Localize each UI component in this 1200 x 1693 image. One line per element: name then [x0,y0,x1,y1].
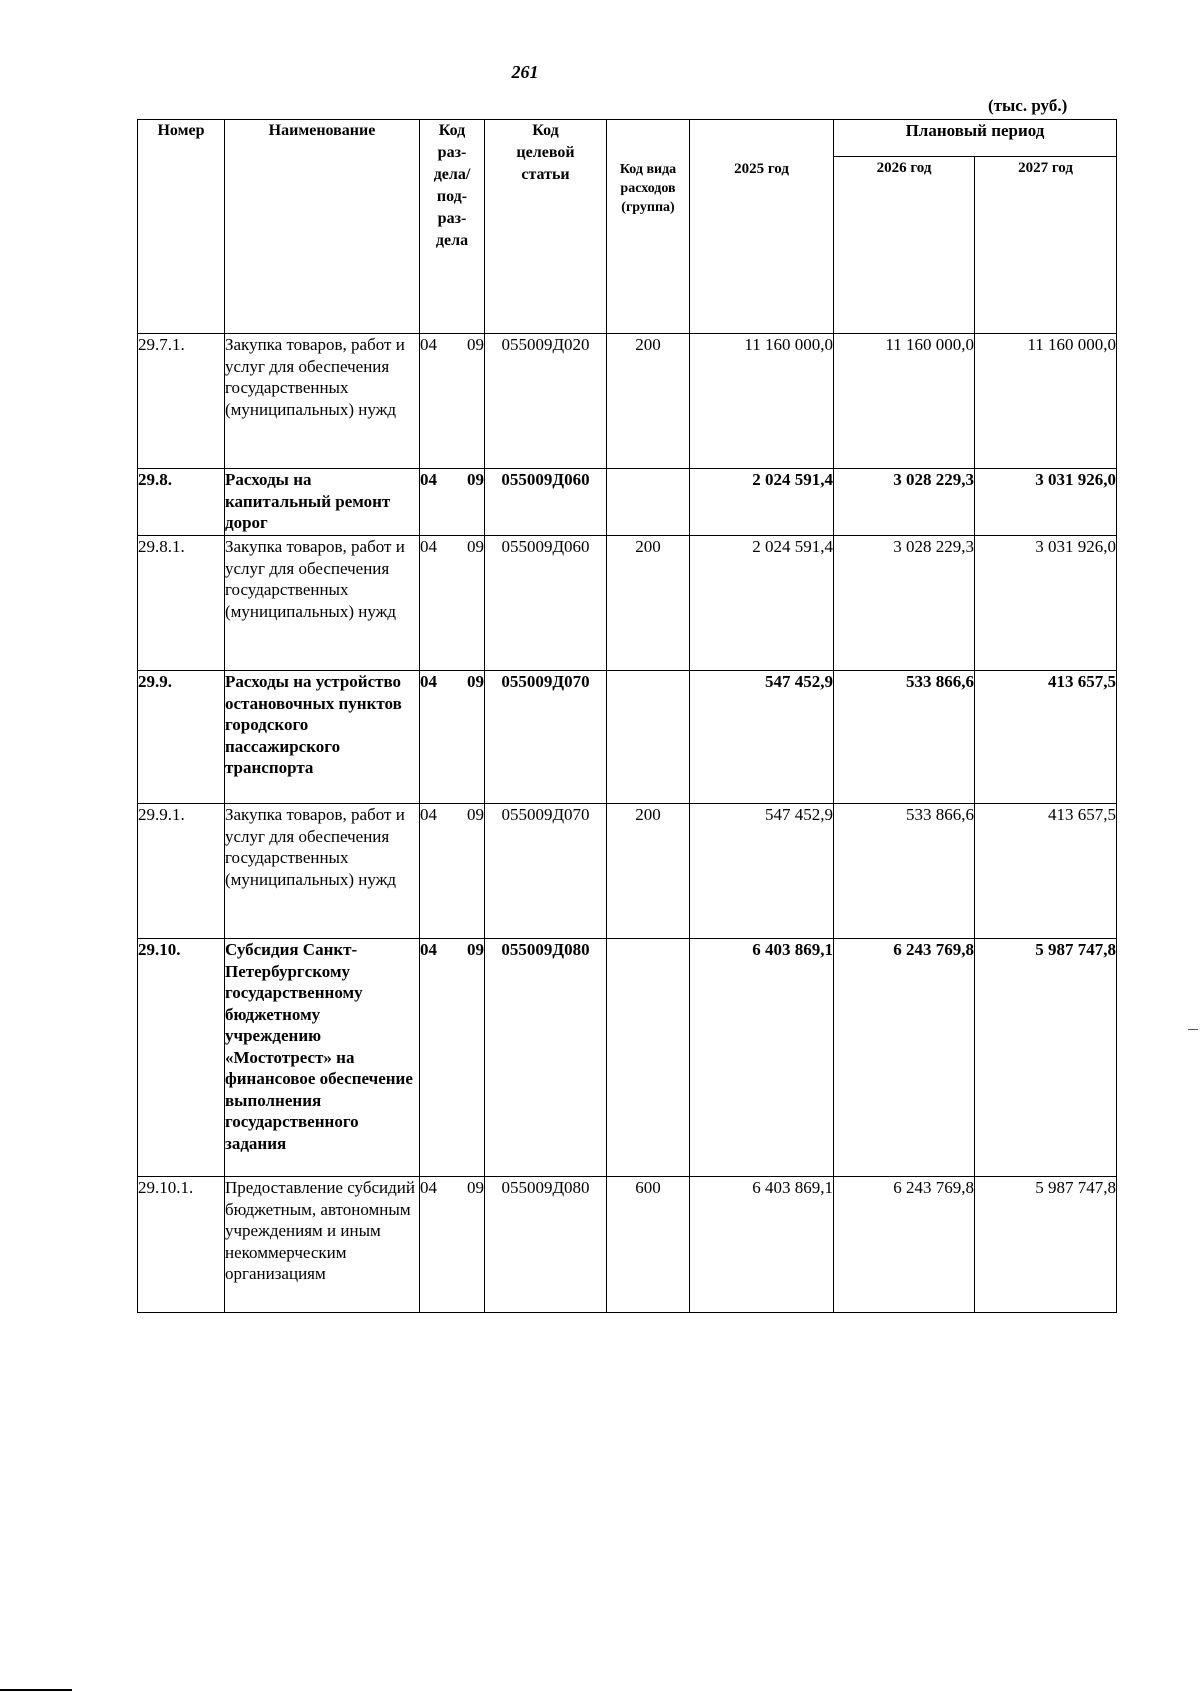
row-amount-2025: 11 160 000,0 [690,334,834,469]
row-kvr: 200 [607,334,690,469]
row-razdel-code: 04 [420,940,437,959]
row-amount-2027: 5 987 747,8 [975,1177,1117,1313]
row-podrazdel-code: 09 [467,805,484,824]
row-amount-2027: 413 657,5 [975,804,1117,939]
header-number: Номер [138,120,225,334]
header-target: Код целевой статьи [485,120,607,334]
row-kvr: 200 [607,804,690,939]
row-razdel [420,469,485,536]
row-number: 29.10.1. [138,1177,225,1313]
row-name: Расходы на капитальный ремонт дорог [225,469,420,536]
row-razdel [420,536,485,671]
table-row [138,536,1117,671]
row-razdel-code: 04 [420,470,437,489]
table-row [138,804,1117,939]
row-amount-2026: 533 866,6 [834,671,975,804]
row-amount-2025: 6 403 869,1 [690,939,834,1177]
row-name: Закупка товаров, работ и услуг для обеспечения государственных (муниципальных) нужд [225,536,420,671]
row-podrazdel-code: 09 [467,940,484,959]
row-target-code: 055009Д070 [485,804,607,939]
row-number: 29.10. [138,939,225,1177]
table-row [138,1177,1117,1313]
row-podrazdel-code: 09 [467,672,484,691]
row-target-code: 055009Д080 [485,939,607,1177]
row-amount-2027: 5 987 747,8 [975,939,1117,1177]
row-target-code: 055009Д020 [485,334,607,469]
table-row [138,939,1117,1177]
row-razdel [420,939,485,1177]
header-kvr: Код вида расходов (группа) [607,120,690,334]
row-number: 29.9. [138,671,225,804]
header-name: Наименование [225,120,420,334]
row-target-code: 055009Д060 [485,536,607,671]
row-kvr: 200 [607,536,690,671]
row-podrazdel-code: 09 [467,470,484,489]
table-body [138,334,1117,1313]
row-amount-2026: 6 243 769,8 [834,939,975,1177]
footer-rule [0,1689,72,1691]
table-row [138,469,1117,536]
row-amount-2025: 547 452,9 [690,671,834,804]
row-number: 29.8.1. [138,536,225,671]
row-amount-2026: 6 243 769,8 [834,1177,975,1313]
row-name: Закупка товаров, работ и услуг для обеспечения государственных (муниципальных) нужд [225,334,420,469]
row-amount-2027: 413 657,5 [975,671,1117,804]
row-number: 29.9.1. [138,804,225,939]
row-razdel [420,334,485,469]
row-amount-2026: 11 160 000,0 [834,334,975,469]
header-2026: 2026 год [834,157,975,334]
row-amount-2025: 547 452,9 [690,804,834,939]
row-amount-2027: 3 031 926,0 [975,469,1117,536]
row-name: Предоставление субсидий бюджетным, автономным учреждениям и иным некоммерческим организациям [225,1177,420,1313]
row-kvr [607,671,690,804]
row-razdel [420,1177,485,1313]
units-label: (тыс. руб.) [988,96,1068,115]
row-podrazdel-code: 09 [467,537,484,556]
row-amount-2025: 2 024 591,4 [690,536,834,671]
table-row [138,671,1117,804]
row-amount-2026: 533 866,6 [834,804,975,939]
margin-mark [1188,1029,1198,1030]
row-kvr [607,469,690,536]
row-kvr [607,939,690,1177]
row-razdel [420,804,485,939]
row-razdel-code: 04 [420,335,437,354]
row-razdel-code: 04 [420,805,437,824]
row-amount-2026: 3 028 229,3 [834,536,975,671]
header-2027: 2027 год [975,157,1117,334]
row-podrazdel-code: 09 [467,1178,484,1197]
row-name: Субсидия Санкт-Петербургскому государственному бюджетному учреждению «Мостотрест» на финансовое обеспечение выполнения государственного задания [225,939,420,1177]
row-kvr: 600 [607,1177,690,1313]
row-amount-2027: 3 031 926,0 [975,536,1117,671]
header-planned-period: Плановый период [834,120,1117,157]
row-number: 29.7.1. [138,334,225,469]
header-razdel: Код раз-дела/ под-раз-дела [420,120,485,334]
row-razdel-code: 04 [420,537,437,556]
row-razdel [420,671,485,804]
row-name: Закупка товаров, работ и услуг для обеспечения государственных (муниципальных) нужд [225,804,420,939]
row-amount-2025: 2 024 591,4 [690,469,834,536]
row-razdel-code: 04 [420,672,437,691]
header-2025: 2025 год [690,120,834,334]
row-target-code: 055009Д070 [485,671,607,804]
row-amount-2025: 6 403 869,1 [690,1177,834,1313]
row-target-code: 055009Д080 [485,1177,607,1313]
row-amount-2027: 11 160 000,0 [975,334,1117,469]
row-name: Расходы на устройство остановочных пунктов городского пассажирского транспорта [225,671,420,804]
row-razdel-code: 04 [420,1178,437,1197]
row-podrazdel-code: 09 [467,335,484,354]
table-row [138,334,1117,469]
row-number: 29.8. [138,469,225,536]
row-amount-2026: 3 028 229,3 [834,469,975,536]
page-number: 261 [511,62,539,82]
row-target-code: 055009Д060 [485,469,607,536]
budget-table [137,119,1117,1313]
